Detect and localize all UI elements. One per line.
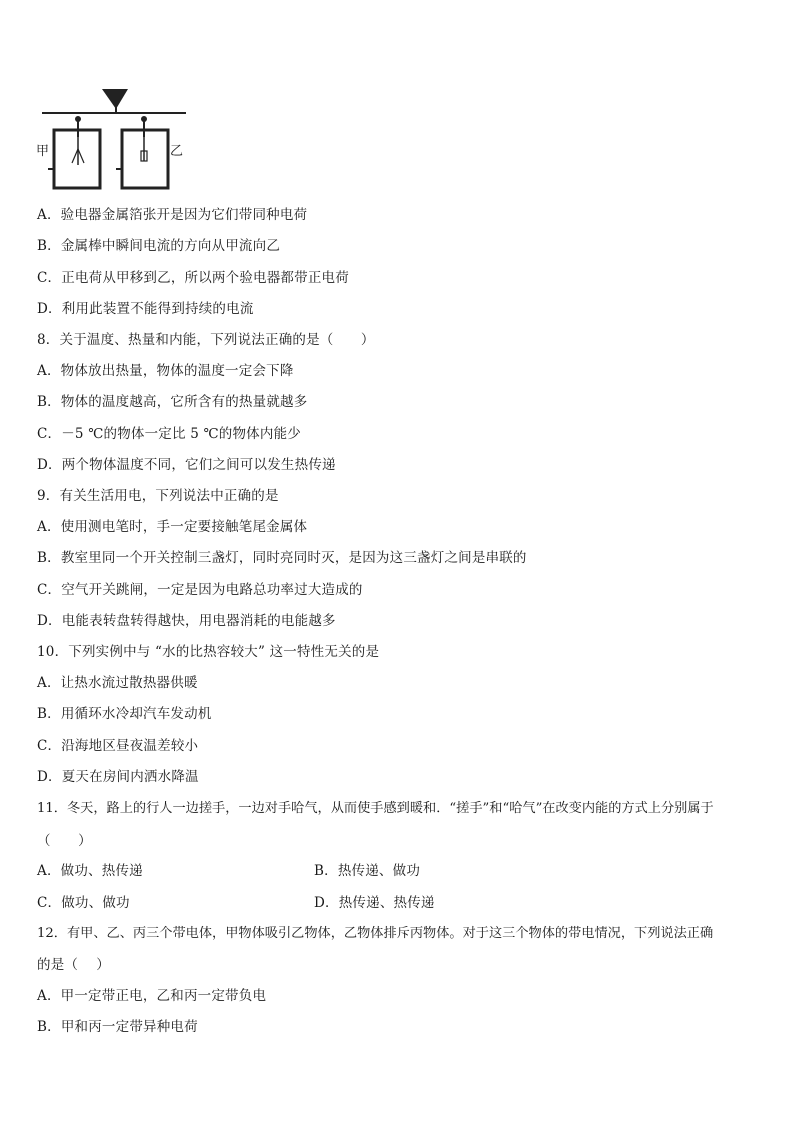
q7-option-c: C．正电荷从甲移到乙，所以两个验电器都带正电荷 (37, 270, 349, 286)
q12-option-b: B．甲和丙一定带异种电荷 (37, 1019, 198, 1035)
figure-label-right: 乙 (170, 144, 184, 159)
q9-option-d: D．电能表转盘转得越快，用电器消耗的电能越多 (37, 613, 336, 629)
q12-stem-line2: 的是（ ） (37, 957, 110, 973)
q9-option-a: A．使用测电笔时，手一定要接触笔尾金属体 (37, 519, 308, 535)
electroscope-diagram (36, 85, 196, 195)
q11-stem-line2: （ ） (37, 833, 92, 849)
q11-option-d: D．热传递、热传递 (314, 895, 435, 911)
q12-option-a: A．甲一定带正电，乙和丙一定带负电 (37, 988, 267, 1004)
q8-option-b: B．物体的温度越高，它所含有的热量就越多 (37, 394, 308, 410)
q9-stem: 9．有关生活用电，下列说法中正确的是 (37, 488, 279, 504)
q12-stem-line1: 12．有甲、乙、丙三个带电体，甲物体吸引乙物体，乙物体排斥丙物体。对于这三个物体的带电情况，下列说法正确 (37, 926, 714, 941)
q8-option-c: C．－5 ℃的物体一定比 5 ℃的物体内能少 (37, 426, 301, 442)
q7-option-d: D．利用此装置不能得到持续的电流 (37, 301, 254, 317)
q11-stem-line1: 11．冬天，路上的行人一边搓手，一边对手哈气，从而使手感到暖和．“搓手”和“哈气”在改变内能的方式上分别属于 (37, 801, 714, 816)
q10-option-b: B．用循环水冷却汽车发动机 (37, 706, 212, 722)
q11-option-b: B．热传递、做功 (314, 863, 421, 879)
q7-option-a: A．验电器金属箔张开是因为它们带同种电荷 (37, 207, 308, 223)
q10-option-a: A．让热水流过散热器供暖 (37, 675, 198, 691)
figure-label-left: 甲 (36, 144, 50, 159)
q10-stem: 10．下列实例中与 “水的比热容较大” 这一特性无关的是 (37, 644, 380, 660)
q9-option-b: B．教室里同一个开关控制三盏灯，同时亮同时灭，是因为这三盏灯之间是串联的 (37, 550, 527, 566)
q8-stem: 8．关于温度、热量和内能，下列说法正确的是（ ） (37, 332, 375, 348)
q7-option-b: B．金属棒中瞬间电流的方向从甲流向乙 (37, 238, 281, 254)
q8-option-d: D．两个物体温度不同，它们之间可以发生热传递 (37, 457, 336, 473)
electroscope-figure (36, 85, 196, 195)
q8-option-a: A．物体放出热量，物体的温度一定会下降 (37, 363, 294, 379)
q10-option-d: D．夏天在房间内洒水降温 (37, 769, 199, 785)
q11-option-c: C．做功、做功 (37, 895, 130, 911)
q11-option-a: A．做功、热传递 (37, 863, 143, 879)
q10-option-c: C．沿海地区昼夜温差较小 (37, 738, 199, 754)
q9-option-c: C．空气开关跳闸，一定是因为电路总功率过大造成的 (37, 582, 363, 598)
